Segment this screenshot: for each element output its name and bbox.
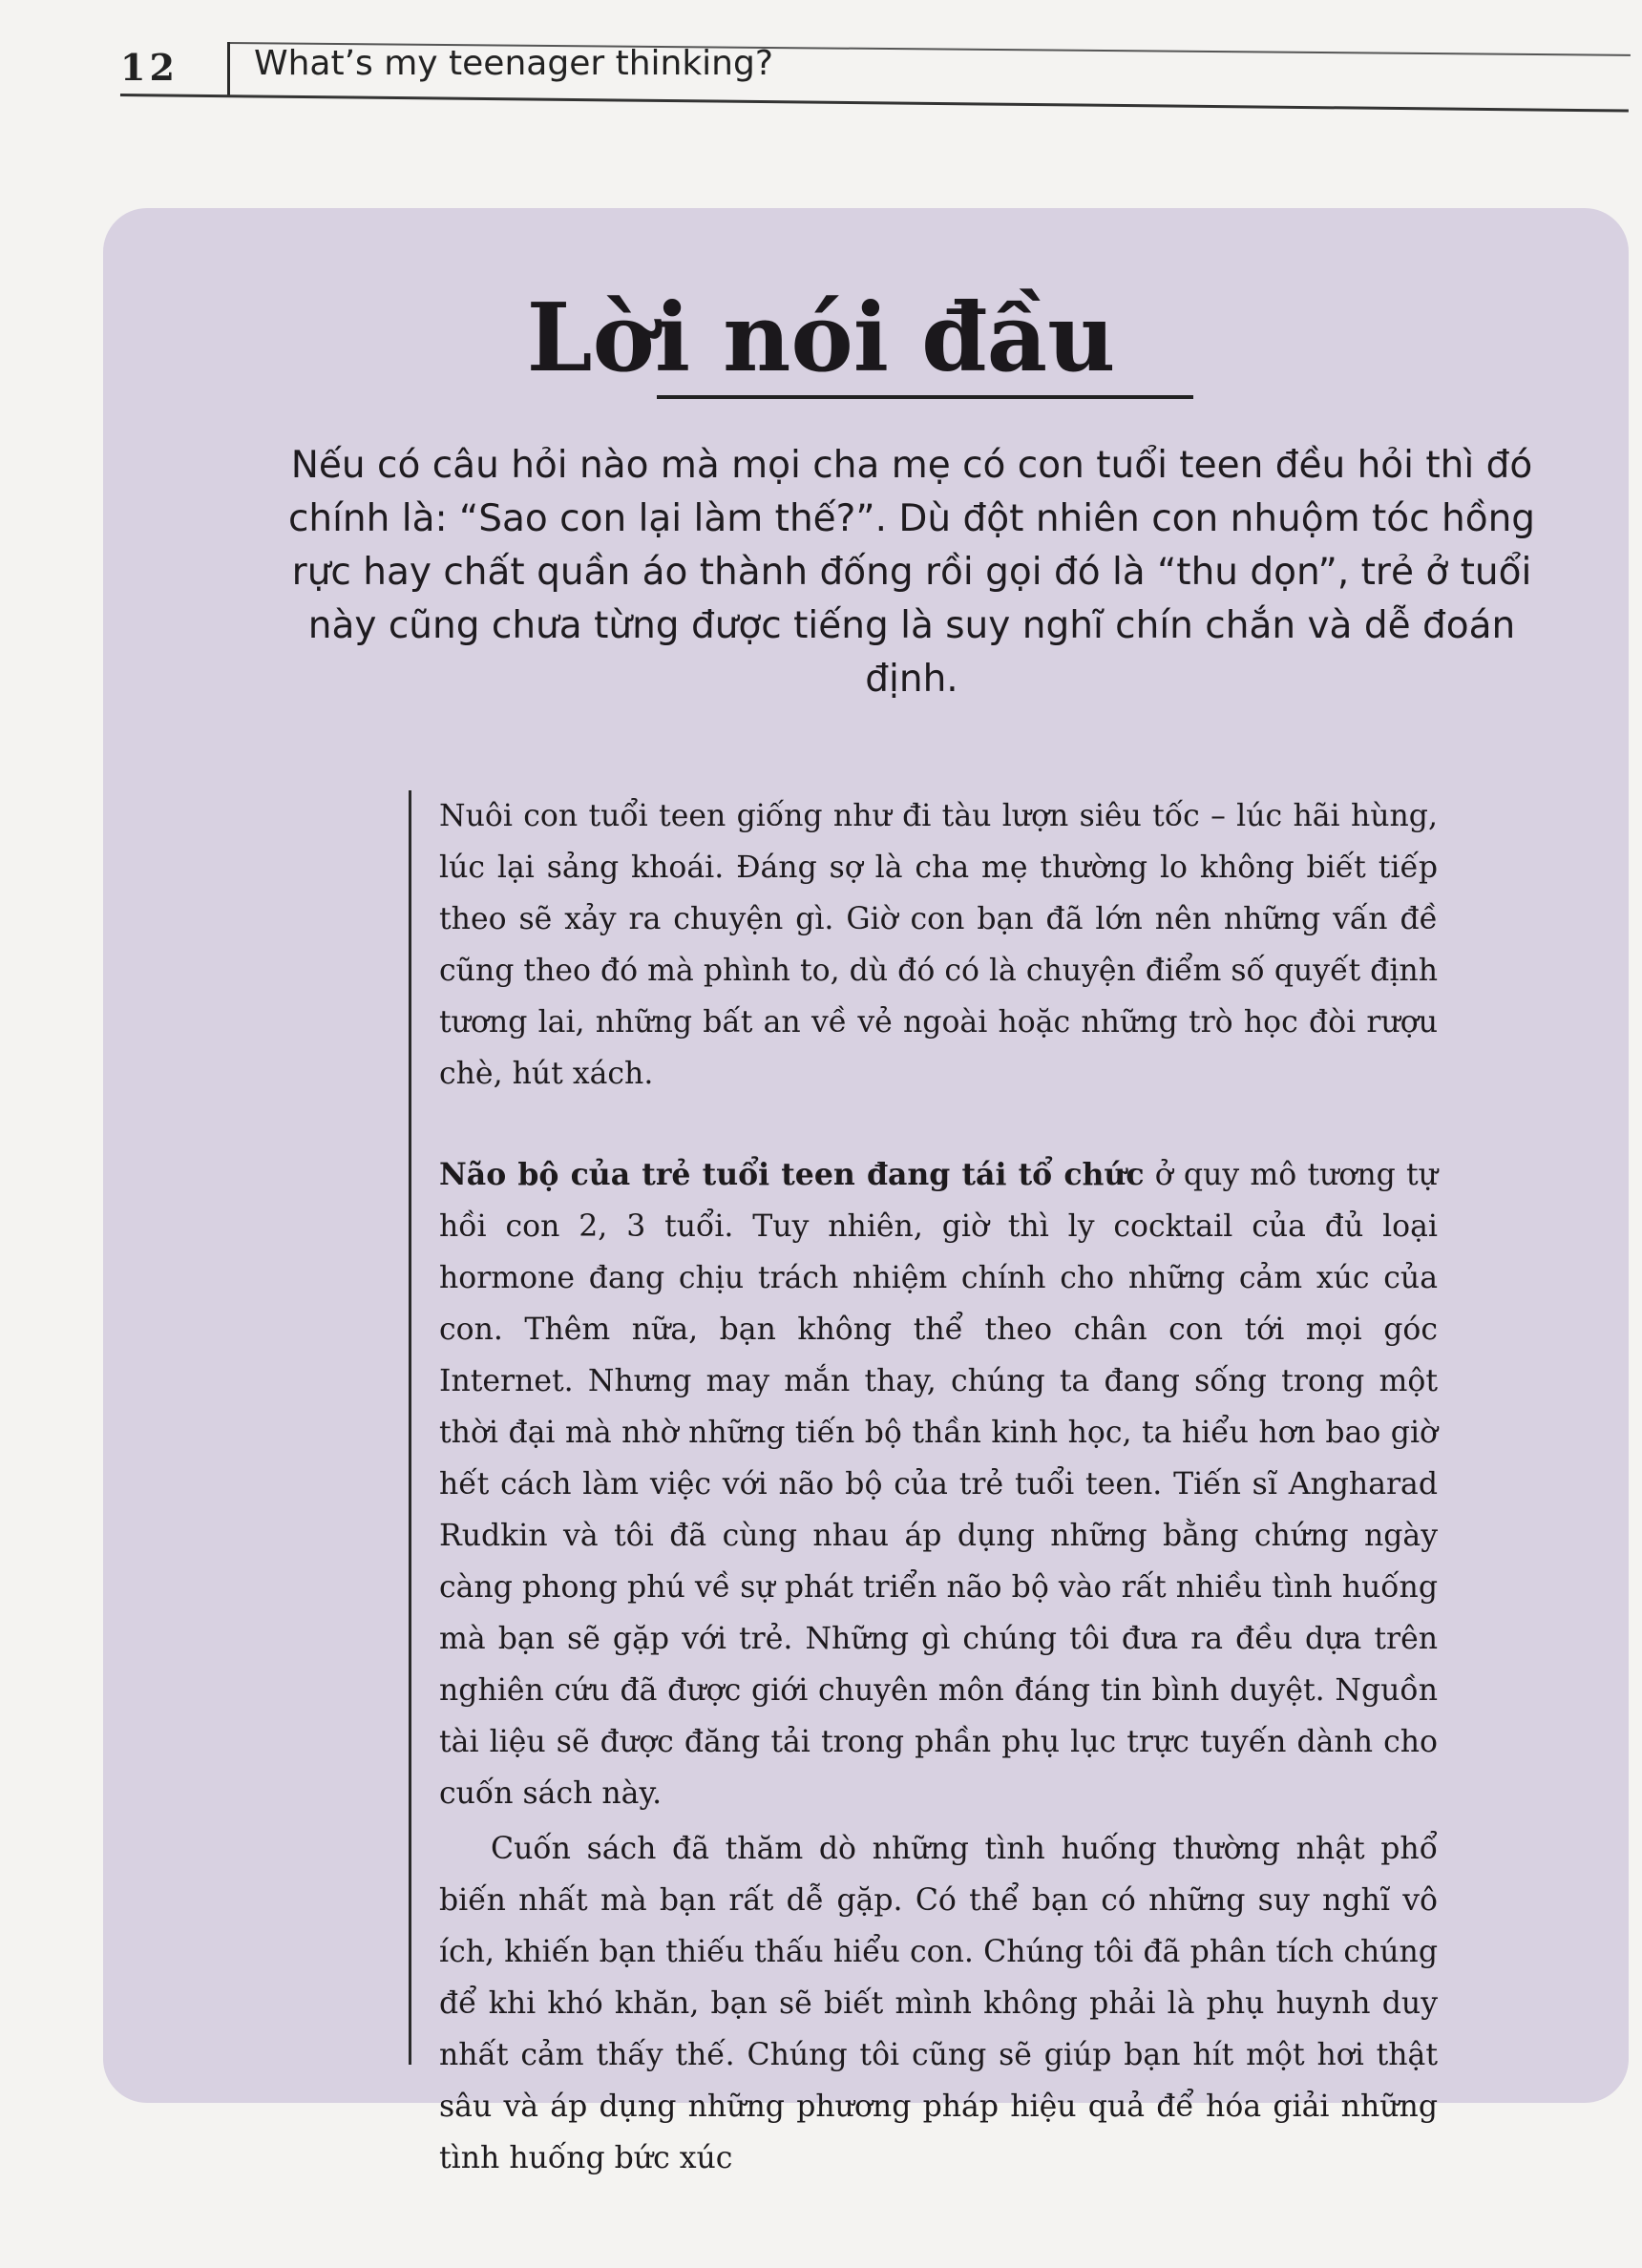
body-text [439,790,1438,2184]
body-paragraph-3: Cuốn sách đã thăm dò những tình huống thường nhật phổ biến nhất mà bạn rất dễ gặp. Có thể bạn có những suy nghĩ vô ích, khiến bạn thiếu thấu hiểu con. Chúng tôi đã phân tích chúng để khi khó khăn, bạn sẽ biết mình không phải là phụ huynh duy nhất cảm thấy thế. Chúng tôi cũng sẽ giúp bạn hít một hơi thật sâu và áp dụng những phương pháp hiệu quả để hóa giải những tình huống bức xúc [439,1832,1438,2175]
body-paragraph-2 [439,1149,1438,1819]
page-number: 12 [120,46,179,89]
header-divider [227,42,230,95]
bold-lead-phrase: Não bộ của trẻ tuổi teen đang tái tổ chức [439,1157,1145,1192]
body-side-rule [409,790,411,2065]
intro-paragraph: Nếu có câu hỏi nào mà mọi cha mẹ có con tuổi teen đều hỏi thì đó chính là: “Sao con lại làm thế?”. Dù đột nhiên con nhuộm tóc hồng rực hay chất quần áo thành đống rồi gọi đó là “thu dọn”, trẻ ở tuổi này cũng chưa từng được tiếng là suy nghĩ chín chắn và dễ đoán định. [287,444,1536,701]
running-title: What’s my teenager thinking? [254,44,773,83]
header-bottom-rule [120,94,1629,113]
body-paragraph-1: Nuôi con tuổi teen giống như đi tàu lượn siêu tốc – lúc hãi hùng, lúc lại sảng khoái. Đáng sợ là cha mẹ thường lo không biết tiếp theo sẽ xảy ra chuyện gì. Giờ con bạn đã lớn nên những vấn đề cũng theo đó mà phình to, dù đó có là chuyện điểm số quyết định tương lai, những bất an về vẻ ngoài hoặc những trò học đòi rượu chè, hút xách. [439,799,1438,1091]
running-header [120,42,1633,95]
title-underline [657,395,1193,399]
page-title: Lời nói đầu [526,284,1116,393]
body-paragraph-2-text: ở quy mô tương tự hồi con 2, 3 tuổi. Tuy nhiên, giờ thì ly cocktail của đủ loại hormone đang chịu trách nhiệm chính cho những cảm xúc của con. Thêm nữa, bạn không thể theo chân con tới mọi góc Internet. Nhưng may mắn thay, chúng ta đang sống trong một thời đại mà nhờ những tiến bộ thần kinh học, ta hiểu hơn bao giờ hết cách làm việc với não bộ của trẻ tuổi teen. Tiến sĩ Angharad Rudkin và tôi đã cùng nhau áp dụng những bằng chứng ngày càng phong phú về sự phát triển não bộ vào rất nhiều tình huống mà bạn sẽ gặp với trẻ. Những gì chúng tôi đưa ra đều dựa trên nghiên cứu đã được giới chuyên môn đáng tin bình duyệt. Nguồn tài liệu sẽ được đăng tải trong phần phụ lục trực tuyến dành cho cuốn sách này. [439,1158,1438,1811]
